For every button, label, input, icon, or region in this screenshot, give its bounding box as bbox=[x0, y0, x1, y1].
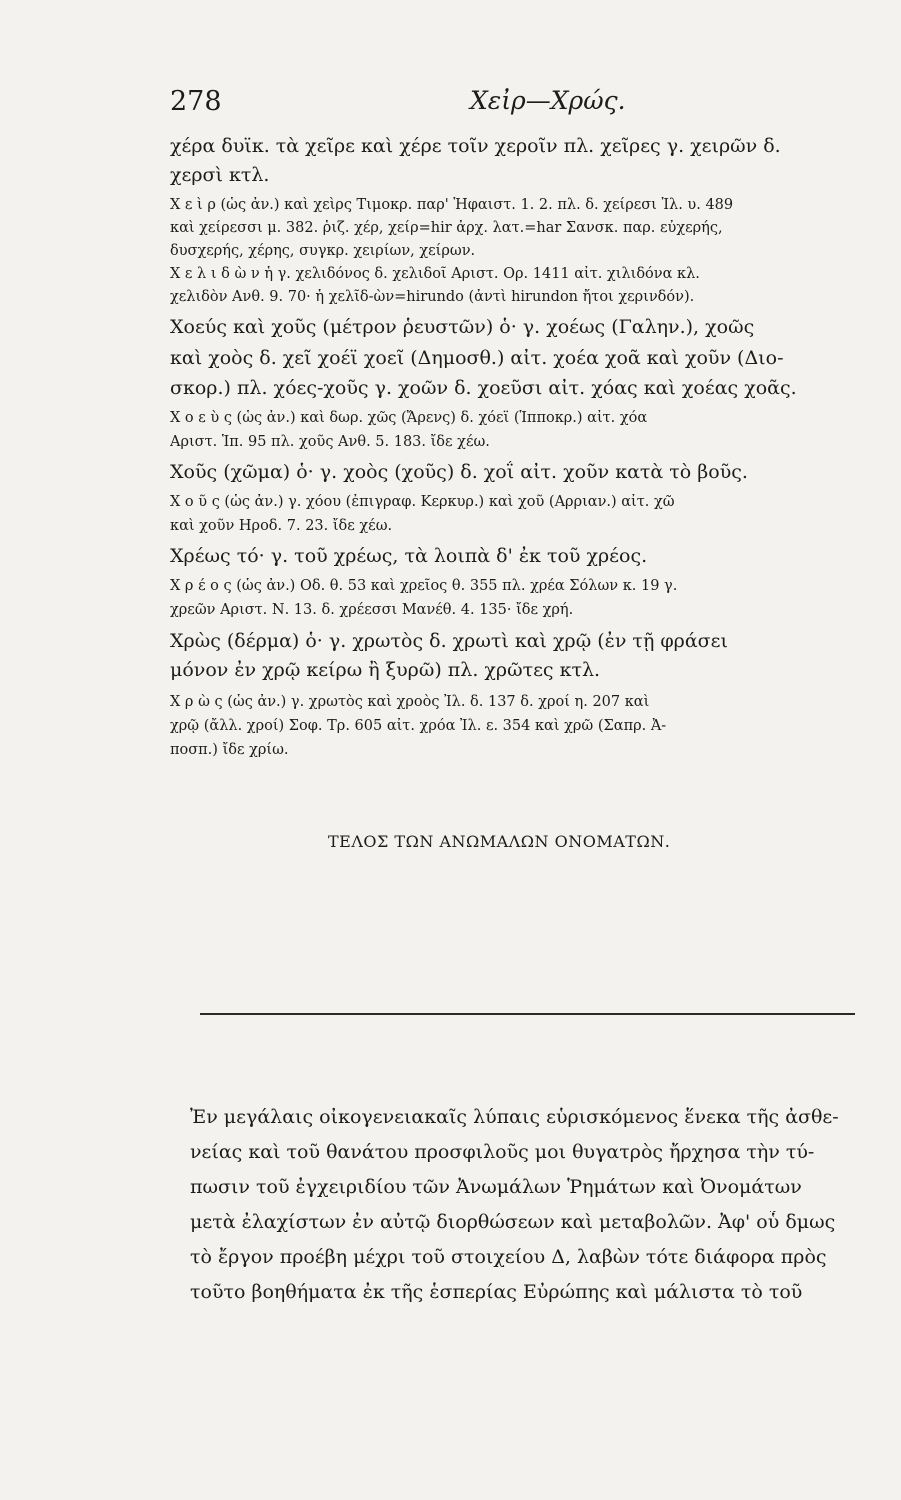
entry-headword-line: Χοῦς (χῶμα) ὁ· γ. χοὸς (χοῦς) δ. χοΐ αἰτ. χοῦν κατὰ τὸ βοῦς. bbox=[170, 461, 748, 483]
entry-line: Χ ρ έ ο ς (ὡς ἀν.) Οδ. θ. 53 καὶ χρεῖος θ. 355 πλ. χρέα Σόλων κ. 19 γ. bbox=[170, 578, 678, 594]
page-header bbox=[170, 86, 860, 122]
postscript-line: τὸ ἔργον προέβη μέχρι τοῦ στοιχείου Δ, λαβὼν τότε διάφορα πρὸς bbox=[190, 1246, 827, 1268]
postscript-line: μετὰ ἐλαχίστων ἐν αὐτῷ διορθώσεων καὶ μεταβολῶν. Ἀφ' οὗ δμως bbox=[190, 1211, 836, 1233]
entry-line: Χ ο ῦ ς (ὡς ἀν.) γ. χόου (ἐπιγραφ. Κερκυρ.) καὶ χοῦ (Αρριαν.) αἰτ. χῶ bbox=[170, 494, 675, 510]
postscript-line: πωσιν τοῦ ἐγχειριδίου τῶν Ἀνωμάλων Ῥημάτων καὶ Ὀνομάτων bbox=[190, 1176, 802, 1198]
entry-line: καὶ χοῦν Ηροδ. 7. 23. ἴδε χέω. bbox=[170, 518, 393, 534]
entry-headword-line: Χοεύς καὶ χοῦς (μέτρον ῥευστῶν) ὁ· γ. χοέως (Γαλην.), χοῶς bbox=[170, 316, 755, 338]
entry-line: μόνον ἐν χρῷ κείρω ἢ ξυρῶ) πλ. χρῶτες κτλ. bbox=[170, 659, 601, 681]
entry-line: χρῷ (ἄλλ. χροί) Σοφ. Τρ. 605 αἰτ. χρόα Ἰλ. ε. 354 καὶ χρῶ (Σαπρ. Ἀ- bbox=[170, 718, 667, 734]
postscript-line: νείας καὶ τοῦ θανάτου προσφιλοῦς μοι θυγατρὸς ἤρχησα τὴν τύ- bbox=[190, 1141, 815, 1163]
entry-line: καὶ χοὸς δ. χεῖ χοέϊ χοεῖ (Δημοσθ.) αἰτ. χοέα χοᾶ καὶ χοῦν (Διο- bbox=[170, 347, 784, 369]
entry-line: Χ ρ ὼ ς (ὡς ἀν.) γ. χρωτὸς καὶ χροὸς Ἰλ. δ. 137 δ. χροί η. 207 καὶ bbox=[170, 694, 650, 710]
entry-line: Χ ο ε ὺ ς (ὡς ἀν.) καὶ δωρ. χῶς (Ἄρενς) δ. χόεϊ (Ἱπποκρ.) αἰτ. χόα bbox=[170, 410, 648, 426]
section-end-title: ΤΕΛΟΣ ΤΩΝ ΑΝΩΜΑΛΩΝ ΟΝΟΜΑΤΩΝ. bbox=[328, 832, 671, 851]
entry-line: χερσὶ κτλ. bbox=[170, 164, 270, 186]
entry-headword-line: Χρέως τό· γ. τοῦ χρέως, τὰ λοιπὰ δ' ἐκ τοῦ χρέος. bbox=[170, 545, 648, 567]
postscript-line: Ἐν μεγάλαις οἰκογενειακαῖς λύπαις εὑρισκόμενος ἕνεκα τῆς ἀσθε- bbox=[190, 1106, 839, 1128]
entry-line: δυσχερής, χέρης, συγκρ. χειρίων, χείρων. bbox=[170, 243, 476, 259]
entry-line: Αριστ. Ἱπ. 95 πλ. χοῦς Ανθ. 5. 183. ἴδε χέω. bbox=[170, 434, 490, 450]
entry-line: χελιδὸν Ανθ. 9. 70· ἡ χελῖδ-ὼν=hirundo (ἀντὶ hirundon ἤτοι χερινδόν). bbox=[170, 289, 695, 305]
entry-headword-line: Χρὼς (δέρμα) ὁ· γ. χρωτὸς δ. χρωτὶ καὶ χρῷ (ἐν τῇ φράσει bbox=[170, 630, 728, 652]
postscript-line: τοῦτο βοηθήματα ἐκ τῆς ἑσπερίας Εὐρώπης καὶ μάλιστα τὸ τοῦ bbox=[190, 1281, 803, 1303]
entry-line: καὶ χείρεσσι μ. 382. ῥιζ. χέρ, χείρ=hir ἀρχ. λατ.=har Σανσκ. παρ. εὐχερής, bbox=[170, 220, 723, 236]
entry-line: ποσπ.) ἴδε χρίω. bbox=[170, 742, 289, 758]
entry-line: Χ ε λ ι δ ὼ ν ἡ γ. χελιδόνος δ. χελιδοῖ Αριστ. Ορ. 1411 αἰτ. χιλιδόνα κλ. bbox=[170, 266, 700, 282]
entry-line: Χ ε ὶ ρ (ὡς ἀν.) καὶ χεὶρς Τιμοκρ. παρ' Ἡφαιστ. 1. 2. πλ. δ. χείρεσι Ἰλ. υ. 489 bbox=[170, 197, 734, 213]
entry-line: χρεῶν Αριστ. Ν. 13. δ. χρέεσσι Μανέθ. 4. 135· ἴδε χρή. bbox=[170, 602, 574, 618]
entry-line: χέρα δυϊκ. τὰ χεῖρε καὶ χέρε τοῖν χεροῖν πλ. χεῖρες γ. χειρῶν δ. bbox=[170, 135, 781, 157]
page-number: 278 bbox=[170, 86, 222, 117]
horizontal-rule bbox=[200, 1013, 855, 1015]
entry-line: σκορ.) πλ. χόες-χοῦς γ. χοῶν δ. χοεῦσι αἰτ. χόας καὶ χοέας χοᾶς. bbox=[170, 377, 797, 399]
running-title: Χεἰρ—Χρώς. bbox=[470, 86, 626, 115]
